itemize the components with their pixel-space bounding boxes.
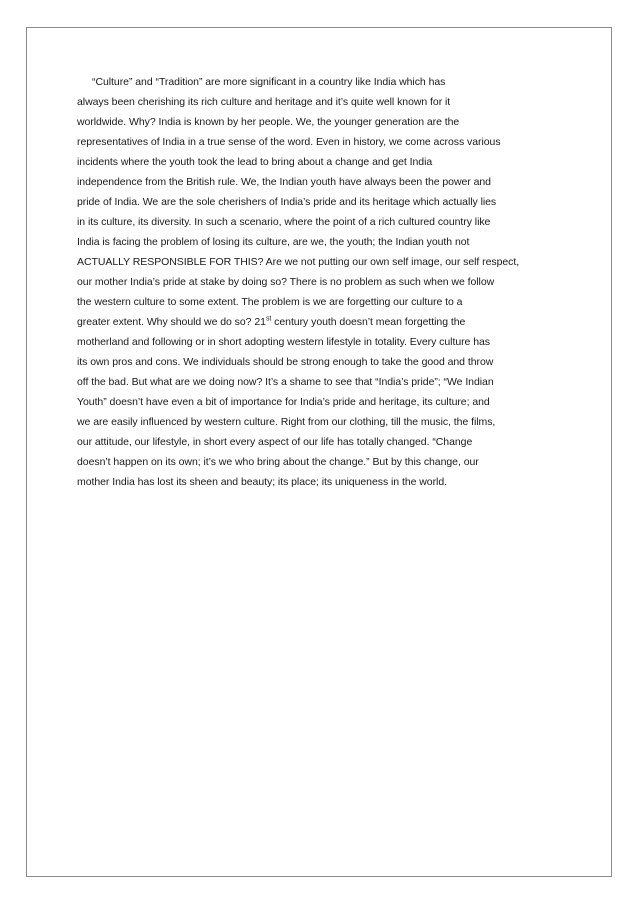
text-line: mother India has lost its sheen and beauty; its place; its uniqueness in the world. xyxy=(77,476,447,488)
text-line: ACTUALLY RESPONSIBLE FOR THIS? Are we not putting our own self image, our self respect, xyxy=(77,256,520,268)
text-line: India is facing the problem of losing its culture, are we, the youth; the Indian youth not xyxy=(77,236,470,248)
text-line-with-superscript xyxy=(77,312,567,332)
text-line: our mother India’s pride at stake by doing so? There is no problem as such when we follow xyxy=(77,276,495,288)
document-body xyxy=(77,72,567,492)
text-line: worldwide. Why? India is known by her people. We, the younger generation are the xyxy=(77,116,460,128)
text-line: our attitude, our lifestyle, in short every aspect of our life has totally changed. “Change xyxy=(77,436,473,448)
text-line: always been cherishing its rich culture and heritage and it’s quite well known for it xyxy=(77,96,451,108)
text-line: “Culture” and “Tradition” are more significant in a country like India which has xyxy=(92,76,446,88)
text-line: pride of India. We are the sole cherishers of India’s pride and its heritage which actually lies xyxy=(77,196,497,208)
text-line: in its culture, its diversity. In such a scenario, where the point of a rich cultured country like xyxy=(77,216,491,228)
text-segment: century youth doesn’t mean forgetting the xyxy=(271,316,466,328)
text-segment: greater extent. Why should we do so? xyxy=(77,316,255,328)
text-line: Youth” doesn’t have even a bit of importance for India’s pride and heritage, its culture; and xyxy=(77,396,490,408)
text-line: independence from the British rule. We, the Indian youth have always been the power and xyxy=(77,176,491,188)
text-line: its own pros and cons. We individuals should be strong enough to take the good and throw xyxy=(77,356,494,368)
text-line: doesn’t happen on its own; it’s we who bring about the change.” But by this change, our xyxy=(77,456,479,468)
text-line: we are easily influenced by western culture. Right from our clothing, till the music, the films, xyxy=(77,416,496,428)
ordinal-superscript: st xyxy=(265,315,272,323)
century-number: 21 xyxy=(254,316,266,328)
text-line: off the bad. But what are we doing now? It’s a shame to see that “India’s pride”; “We Indian xyxy=(77,376,494,388)
text-line: representatives of India in a true sense of the word. Even in history, we come across various xyxy=(77,136,501,148)
text-line: incidents where the youth took the lead to bring about a change and get India xyxy=(77,156,433,168)
text-line: the western culture to some extent. The problem is we are forgetting our culture to a xyxy=(77,296,463,308)
text-line: motherland and following or in short adopting western lifestyle in totality. Every culture has xyxy=(77,336,490,348)
